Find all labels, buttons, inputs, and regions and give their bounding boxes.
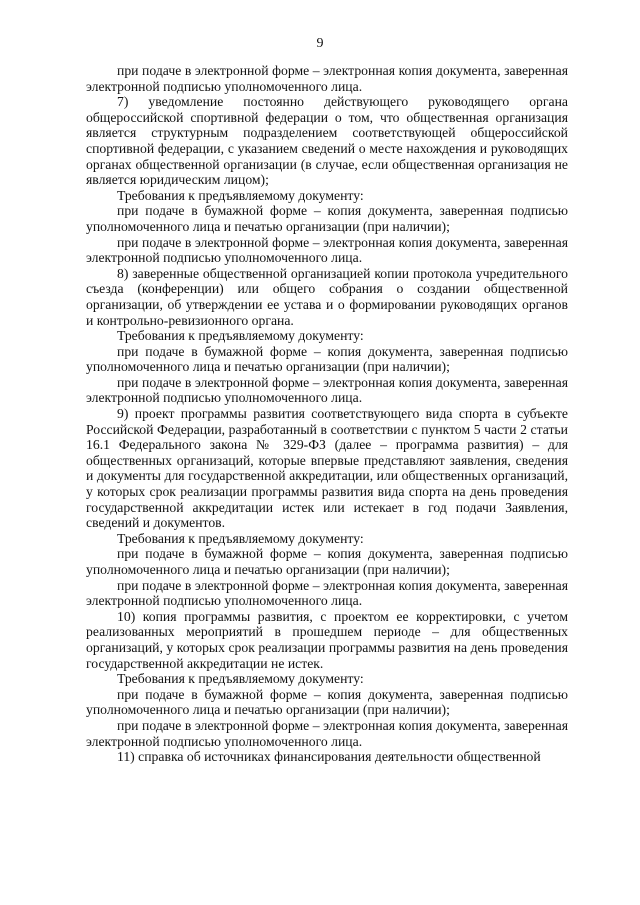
paragraph-electronic-form: при подаче в электронной форме – электронная копия документа, заверенная электронной подписью уполномоченного лица. [86, 234, 568, 266]
paragraph-item-7: 7) уведомление постоянно действующего руководящего органа общероссийской спортивной федерации о том, что общественная организация является структурным подразделением соответствующей общероссийской спортивной федерации, с указанием сведений о месте нахождения и руководящих органах общественной организации (в случае, если общественная организация не является юридическим лицом); [86, 94, 568, 188]
paragraph-item-11: 11) справка об источниках финансирования деятельности общественной [117, 749, 541, 765]
paragraph-requirements-heading: Требования к предъявляемому документу: [117, 328, 364, 344]
paragraph-continuation: при подаче в электронной форме – электронная копия документа, заверенная электронной подписью уполномоченного лица. [86, 63, 568, 94]
paragraph-requirements-heading: Требования к предъявляемому документу: [117, 530, 364, 546]
paragraph-item-10: 10) копия программы развития, с проектом ее корректировки, с учетом реализованных мероприятий в прошедшем периоде – для общественных организаций, у которых срок реализации программы развития на день проведения государственной аккредитации не истек. [86, 608, 568, 671]
paragraph-paper-form: при подаче в бумажной форме – копия документа, заверенная подписью уполномоченного лица и печатью организации (при наличии); [86, 546, 568, 577]
page-number: 9 [316, 36, 324, 51]
paragraph-paper-form: при подаче в бумажной форме – копия документа, заверенная подписью уполномоченного лица и печатью организации (при наличии); [86, 203, 568, 234]
paragraph-paper-form: при подаче в бумажной форме – копия документа, заверенная подписью уполномоченного лица и печатью организации (при наличии); [86, 686, 568, 718]
paragraph-electronic-form: при подаче в электронной форме – электронная копия документа, заверенная электронной подписью уполномоченного лица. [86, 374, 568, 406]
paragraph-item-8: 8) заверенные общественной организацией копии протокола учредительного съезда (конференции) или общего собрания о создании общественной организации, об утверждении ее устава и о формировании руководящих органов и контрольно-ревизионного органа. [86, 265, 568, 328]
paragraph-paper-form: при подаче в бумажной форме – копия документа, заверенная подписью уполномоченного лица и печатью организации (при наличии); [86, 343, 568, 375]
paragraph-requirements-heading: Требования к предъявляемому документу: [117, 187, 364, 203]
paragraph-item-9: 9) проект программы развития соответствующего вида спорта в субъекте Российской Федерации, разработанный в соответствии с пунктом 5 части 2 статьи 16.1 Федерального закона № 329-ФЗ (далее – программа развития) – для общественных организаций, которые впервые представляют заявления, сведения и документы для государственной аккредитации, или общественных организаций, у которых срок реализации программы развития вида спорта на день проведения государственной аккредитации истек или истекает в год подачи Заявления, сведений и документов. [86, 406, 568, 531]
document-body [86, 63, 568, 765]
paragraph-electronic-form: при подаче в электронной форме – электронная копия документа, заверенная электронной подписью уполномоченного лица. [86, 577, 568, 609]
paragraph-requirements-heading: Требования к предъявляемому документу: [117, 671, 364, 687]
paragraph-electronic-form: при подаче в электронной форме – электронная копия документа, заверенная электронной подписью уполномоченного лица. [86, 717, 568, 749]
